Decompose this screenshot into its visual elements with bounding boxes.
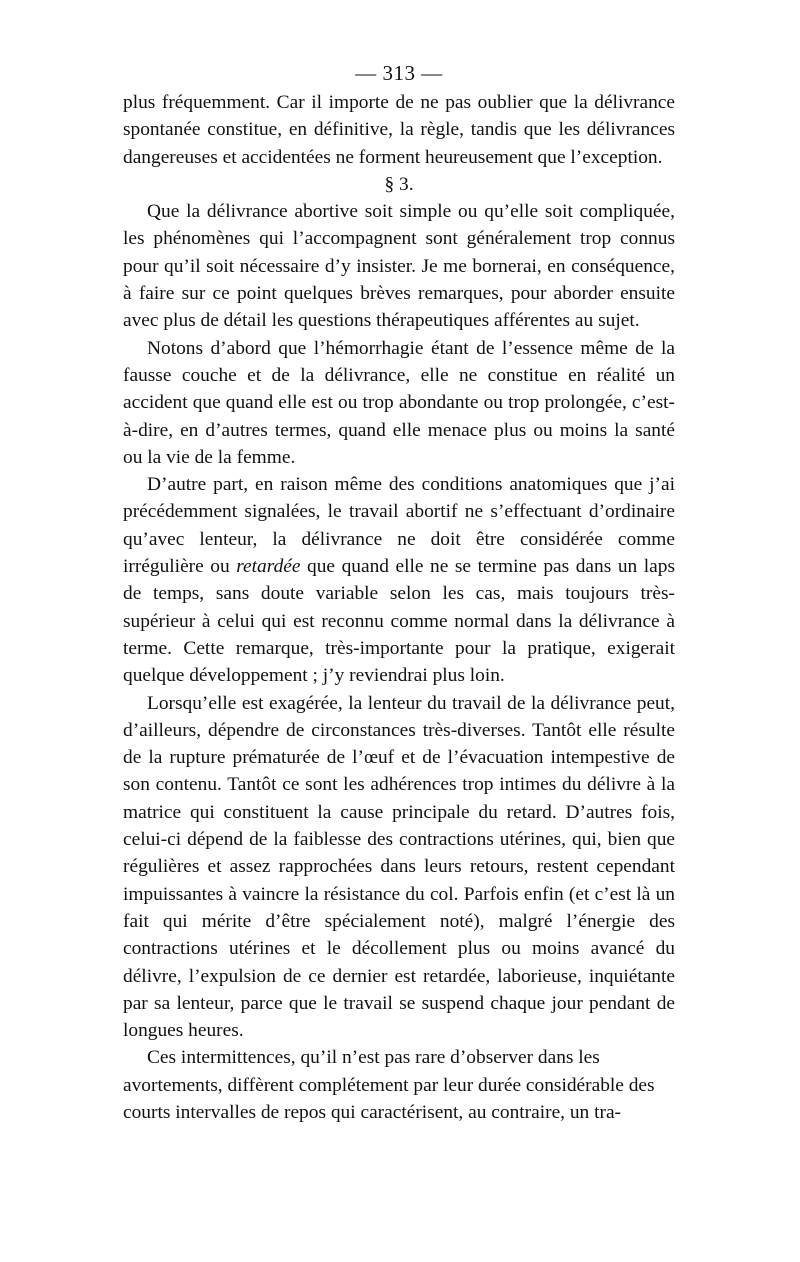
page-number-header: — 313 — [355,61,443,85]
paragraph-3-part-b: que quand elle ne se termine pas dans un laps de temps, sans doute variable selon les cas, mais toujours très-supérieur à celui qui est reconnu comme normal dans la délivrance à terme. Cette remarque, très-importante pour la pratique, exigerait quelque développement ; j’y reviendrai plus loin. [123,556,675,687]
paragraph-3-emphasis: retardée [236,556,301,578]
page-body [123,89,675,1126]
paragraph-5: Ces intermittences, qu’il n’est pas rare d’observer dans les avortements, diffèrent complétement par leur durée considérable des courts intervalles de repos qui caractérisent, au contraire, un tra- [123,1047,655,1123]
paragraph-2: Notons d’abord que l’hémorrhagie étant de l’essence même de la fausse couche et de la délivrance, elle ne constitue en réalité un accident que quand elle est ou trop abondante ou trop prolongée, c’est-à-dire, en d’autres termes, quand elle menace plus ou moins la santé ou la vie de la femme. [123,337,675,468]
paragraph-3-part-a: D’autre part, en raison même des conditions anatomiques que j’ai précédemment signalées, le travail abortif ne s’effectuant d’ordinaire qu’avec lenteur, la délivrance ne doit être considérée comme irrégulière ou [123,474,675,578]
section-heading: § 3. [384,173,414,195]
paragraph-1: Que la délivrance abortive soit simple ou qu’elle soit compliquée, les phénomènes qui l’accompagnent sont généralement trop connus pour qu’il soit nécessaire d’y insister. Je me bornerai, en conséquence, à faire sur ce point quelques brèves remarques, pour aborder ensuite avec plus de détail les questions thérapeutiques afférentes au sujet. [123,201,675,332]
paragraph-4: Lorsqu’elle est exagérée, la lenteur du travail de la délivrance peut, d’ailleurs, dépendre de circonstances très-diverses. Tantôt elle résulte de la rupture prématurée de l’œuf et de l’évacuation intempestive de son contenu. Tantôt ce sont les adhérences trop intimes du délivre à la matrice qui constituent la cause principale du retard. D’autres fois, celui-ci dépend de la faiblesse des contractions utérines, qui, bien que régulières et assez rapprochées dans leurs retours, restent cependant impuissantes à vaincre la résistance du col. Parfois enfin (et c’est là un fait qui mérite d’être spécialement noté), malgré l’énergie des contractions utérines et le décollement plus ou moins avancé du délivre, l’expulsion de ce dernier est retardée, laborieuse, inquiétante par sa lenteur, parce que le travail se suspend chaque jour pendant de longues heures. [123,692,675,1042]
paragraph-3 [123,471,675,689]
paragraph-continuation: plus fréquemment. Car il importe de ne pas oublier que la délivrance spontanée constitue, en définitive, la règle, tandis que les délivrances dangereuses et accidentées ne forment heureusement que l’exception. [123,92,675,168]
